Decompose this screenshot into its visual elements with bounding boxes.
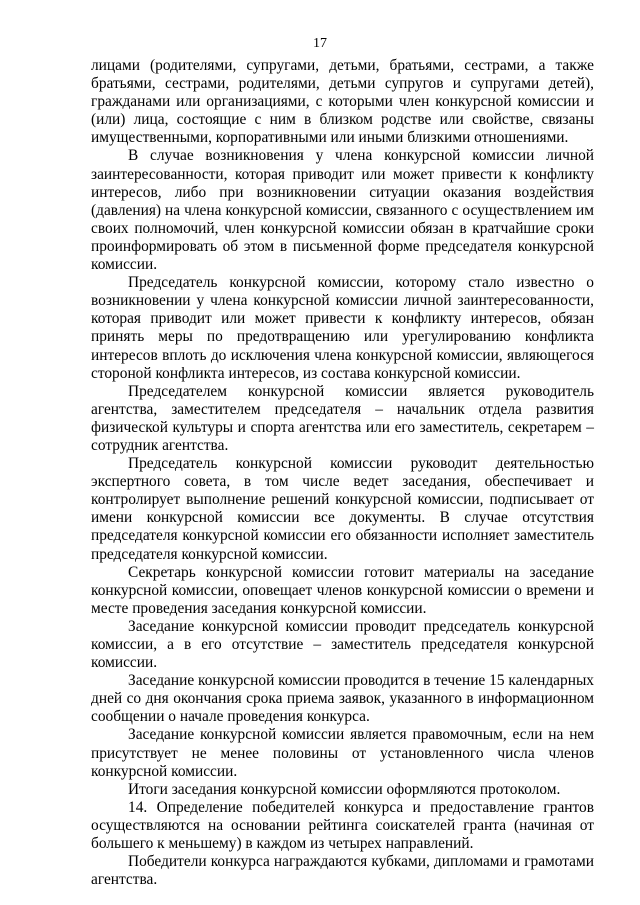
paragraph-commission-composition: Председателем конкурсной комиссии является руководитель агентства, заместителем председателя – начальник отдела развития физической культуры и спорта агентства или его заместитель, секретарем – сотрудник агентства.	[91, 382, 594, 454]
paragraph-meeting-chair: Заседание конкурсной комиссии проводит председатель конкурсной комиссии, а в его отсутствие – заместитель председателя конкурсной комиссии.	[91, 617, 594, 672]
paragraph-awards: Победители конкурса награждаются кубками, дипломами и грамотами агентства.	[91, 853, 594, 889]
paragraph-protocol: Итоги заседания конкурсной комиссии оформляются протоколом.	[128, 780, 561, 798]
paragraph-chairman-duties: Председатель конкурсной комиссии руководит деятельностью экспертного совета, в том числе ведет заседания, обеспечивает и контролирует выполнение решений конкурсной комиссии, подписывает от имени конкурсной комиссии все документы. В случае отсутствия председателя конкурсной комиссии его обязанности исполняет заместитель председателя конкурсной комиссии.	[91, 455, 594, 563]
page-number: 17	[313, 36, 327, 51]
paragraph-conflict-of-interest: В случае возникновения у члена конкурсной комиссии личной заинтересованности, которая приводит или может привести к конфликту интересов, либо при возникновении ситуации оказания воздействия (давления) на члена конкурсной комиссии, связанного с осуществлением им своих полномочий, член конкурсной комиссии обязан в кратчайшие сроки проинформировать об этом в письменной форме председателя конкурсной комиссии.	[91, 147, 594, 274]
paragraph-meeting-timing: Заседание конкурсной комиссии проводится в течение 15 календарных дней со дня окончания срока приема заявок, указанного в информационном сообщении о начале проведения конкурса.	[91, 672, 594, 726]
paragraph-secretary-duties: Секретарь конкурсной комиссии готовит материалы на заседание конкурсной комиссии, оповещает членов конкурсной комиссии о времени и месте проведения заседания конкурсной комиссии.	[91, 563, 594, 617]
paragraph-continuation: лицами (родителями, супругами, детьми, братьями, сестрами, а также братьями, сестрами, родителями, детьми супругов и супругами детей), гражданами или организациями, с которыми член конкурсной комиссии и (или) лица, состоящие с ним в близком родстве или свойстве, связаны имущественными, корпоративными или иными близкими отношениями.	[91, 57, 594, 147]
paragraph-section-14: 14. Определение победителей конкурса и предоставление грантов осуществляются на основании рейтинга соискателей гранта (начиная от большего к меньшему) в каждом из четырех направлений.	[91, 798, 594, 853]
paragraph-chairman-measures: Председатель конкурсной комиссии, которому стало известно о возникновении у члена конкурсной комиссии личной заинтересованности, которая приводит или может привести к конфликту интересов, обязан принять меры по предотвращению или урегулированию конфликта интересов вплоть до исключения члена конкурсной комиссии, являющегося стороной конфликта интересов, из состава конкурсной комиссии.	[91, 274, 594, 382]
paragraph-quorum: Заседание конкурсной комиссии является правомочным, если на нем присутствует не менее половины от установленного числа членов конкурсной комиссии.	[91, 726, 594, 780]
document-body	[91, 57, 594, 889]
